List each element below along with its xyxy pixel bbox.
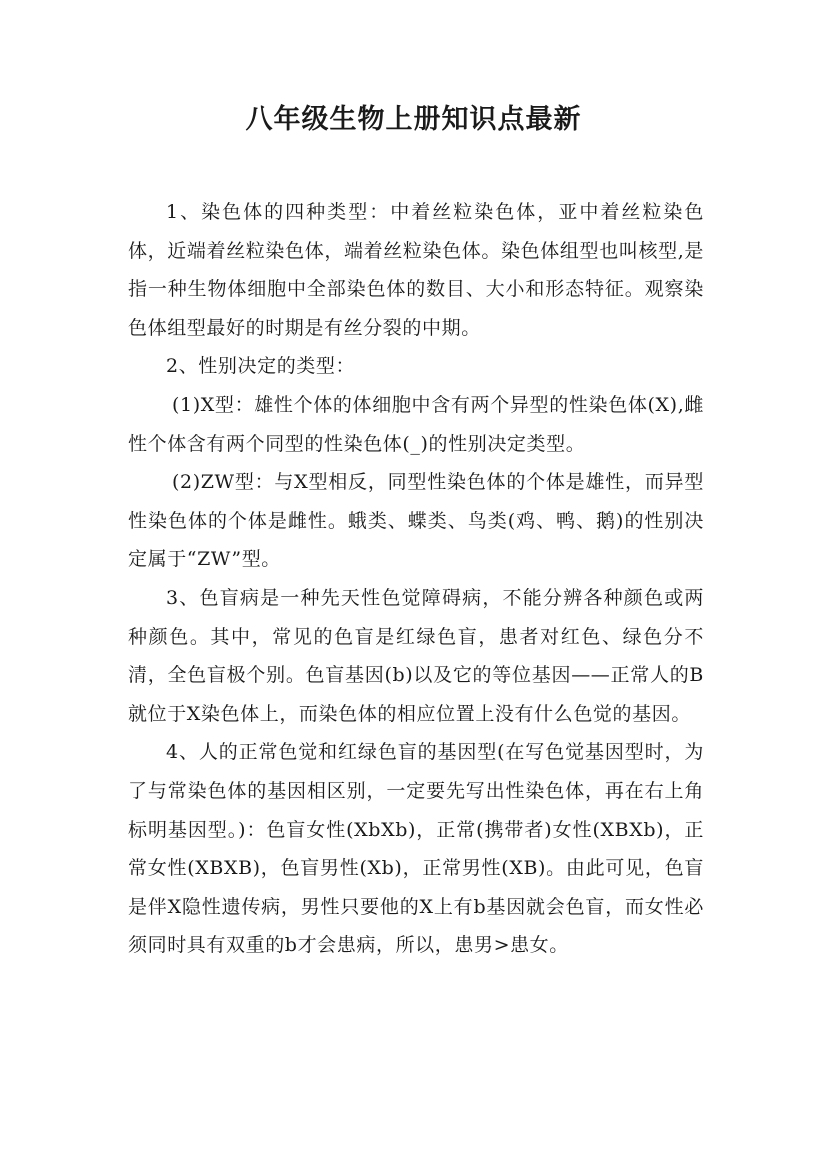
paragraph-genotypes: 4、人的正常色觉和红绿色盲的基因型(在写色觉基因型时，为了与常染色体的基因相区别，一定要先写出性染色体，再在右上角标明基因型。)：色盲女性(XbXb)，正常(携带者)女性(XBXb)，正常女性(XBXB)，色盲男性(Xb)，正常男性(XB)。由此可见，色盲是伴X隐性遗传病，男性只要他的X上有b基因就会色盲，而女性必须同时具有双重的b才会患病，所以，患男>患女。	[128, 741, 704, 957]
document-body	[128, 193, 704, 965]
paragraph-zw-type: (2)ZW型：与X型相反，同型性染色体的个体是雄性，而异型性染色体的个体是雌性。蛾类、蝶类、鸟类(鸡、鸭、鹅)的性别决定属于“ZW”型。	[128, 471, 704, 571]
paragraph-color-blindness: 3、色盲病是一种先天性色觉障碍病，不能分辨各种颜色或两种颜色。其中，常见的色盲是红绿色盲，患者对红色、绿色分不清，全色盲极个别。色盲基因(b)以及它的等位基因——正常人的B就位于X染色体上，而染色体的相应位置上没有什么色觉的基因。	[128, 586, 704, 725]
paragraph-chromosome-types: 1、染色体的四种类型：中着丝粒染色体，亚中着丝粒染色体，近端着丝粒染色体，端着丝粒染色体。染色体组型也叫核型,是指一种生物体细胞中全部染色体的数目、大小和形态特征。观察染色体组型最好的时期是有丝分裂的中期。	[128, 201, 704, 339]
paragraph-sex-determination-heading: 2、性别决定的类型：	[166, 355, 356, 378]
paragraph-x-type: (1)X型：雄性个体的体细胞中含有两个异型的性染色体(X),雌性个体含有两个同型的性染色体(_)的性别决定类型。	[128, 393, 704, 455]
document-title: 八年级生物上册知识点最新	[245, 104, 582, 135]
